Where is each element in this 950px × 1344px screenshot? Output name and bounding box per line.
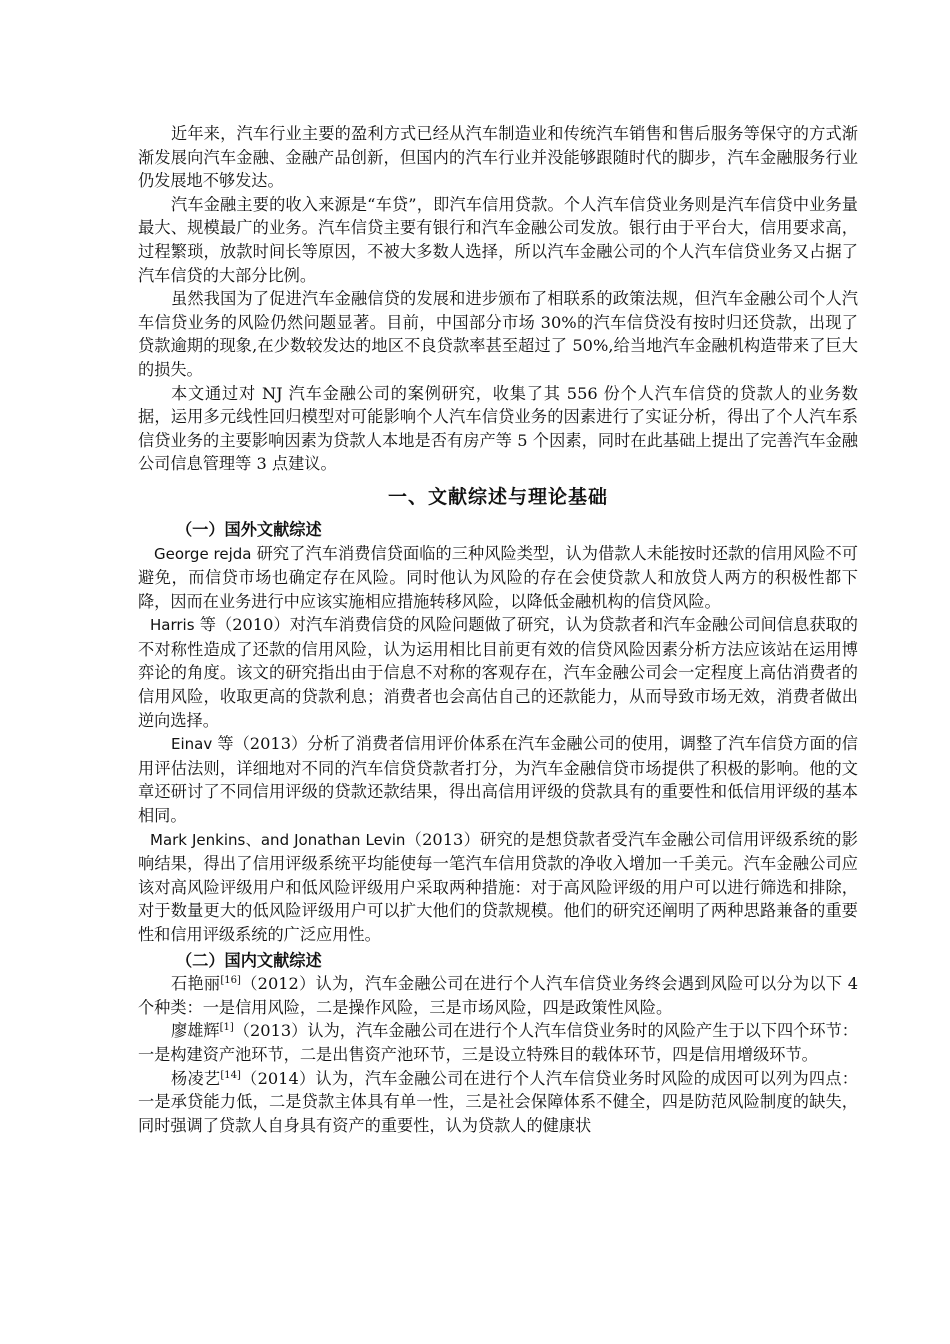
domestic-paragraph-3 (138, 1067, 858, 1138)
section-heading: 一、文献综述与理论基础 (387, 485, 608, 508)
author-name: Harris (150, 616, 195, 635)
intro-paragraph-4: 本文通过对 NJ 汽车金融公司的案例研究，收集了其 556 份个人汽车信贷的贷款人的业务数据，运用多元线性回归模型对可能影响个人汽车信贷业务的因素进行了实证分析，得出了个人汽车系信贷业务的主要影响因素为贷款人本地是否有房产等 5 个因素，同时在此基础上提出了完善汽车金融公司信息管理等 3 点建议。 (138, 383, 858, 474)
foreign-paragraph-4 (138, 828, 858, 947)
subsection-heading-domestic: （二）国内文献综述 (176, 950, 322, 970)
paragraph-text: 等（2013）分析了消费者信用评价体系在汽车金融公司的使用，调整了汽车信贷方面的信用评估法则，详细地对不同的汽车信贷贷款者打分，为汽车金融信贷市场提供了积极的影响。他的文章还研讨了不同信用评级的贷款还款结果，得出高信用评级的贷款具有的重要性和低信用评级的基本相同。 (138, 734, 858, 826)
paragraph-text: （2012）认为，汽车金融公司在进行个人汽车信贷业务终会遇到风险可以分为以下 4 个种类：一是信用风险，二是操作风险，三是市场风险，四是政策性风险。 (138, 974, 859, 1017)
foreign-paragraph-3 (138, 732, 858, 827)
foreign-paragraph-2 (138, 613, 858, 732)
author-name: George rejda (154, 544, 252, 563)
paragraph-text: （2013）研究的是想贷款者受汽车金融公司信用评级系统的影响结果，得出了信用评级系统平均能使每一笔汽车信用贷款的净收入增加一千美元。汽车金融公司应该对高风险评级用户和低风险评级用户采取两种措施：对于高风险评级的用户可以进行筛选和排除，对于数量更大的低风险评级用户可以扩大他们的贷款规模。他们的研究还阐明了两种思路兼备的重要性和信用评级系统的广泛应用性。 (138, 829, 858, 944)
citation-ref: [16] (220, 975, 241, 987)
author-name: 杨凌艺 (171, 1068, 221, 1088)
paragraph-text: （2013）认为，汽车金融公司在进行个人汽车信贷业务时的风险产生于以下四个环节：一是构建资产池环节，二是出售资产池环节，三是设立特殊目的载体环节，四是信用增级环节。 (138, 1021, 858, 1064)
domestic-paragraph-1 (138, 972, 858, 1019)
foreign-paragraph-1 (138, 542, 858, 614)
subsection-heading-foreign: （一）国外文献综述 (176, 519, 322, 539)
author-name: Mark Jenkins、and Jonathan Levin (150, 830, 406, 849)
citation-ref: [14] (220, 1069, 241, 1081)
author-name: 廖雄辉 (171, 1021, 220, 1041)
paragraph-text: 研究了汽车消费信贷面临的三种风险类型，认为借款人未能按时还款的信用风险不可避免，而信贷市场也确定存在风险。同时他认为风险的存在会使贷款人和放贷人两方的积极性都下降，因而在业务进行中应该实施相应措施转移风险，以降低金融机构的信贷风险。 (138, 543, 858, 611)
intro-paragraph-3: 虽然我国为了促进汽车金融信贷的发展和进步颁布了相联系的政策法规，但汽车金融公司个人汽车信贷业务的风险仍然问题显著。目前，中国部分市场 30%的汽车信贷没有按时归还贷款，出现了贷款逾期的现象,在少数较发达的地区不良贷款率甚至超过了 50%,给当地汽车金融机构造带来了巨大的损失。 (138, 289, 858, 379)
paragraph-text: （2014）认为，汽车金融公司在进行个人汽车信贷业务时风险的成因可以列为四点：一是承贷能力低，二是贷款主体具有单一性，三是社会保障体系不健全，四是防范风险制度的缺失，同时强调了贷款人自身具有资产的重要性，认为贷款人的健康状 (138, 1068, 858, 1135)
author-name: 石艳丽 (171, 974, 221, 994)
paragraph-text: 等（2010）对汽车消费信贷的风险问题做了研究，认为贷款者和汽车金融公司间信息获取的不对称性造成了还款的信用风险，认为运用相比目前更有效的信贷风险因素分析方法应该站在运用博弈论的角度。该文的研究指出由于信息不对称的客观存在，汽车金融公司会一定程度上高估消费者的信用风险，收取更高的贷款利息；消费者也会高估自己的还款能力，从而导致市场无效，消费者做出逆向选择。 (138, 615, 858, 730)
author-name: Einav (171, 735, 213, 754)
intro-paragraph-1: 近年来，汽车行业主要的盈利方式已经从汽车制造业和传统汽车销售和售后服务等保守的方式渐渐发展向汽车金融、金融产品创新，但国内的汽车行业并没能够跟随时代的脚步，汽车金融服务行业仍发展地不够发达。 (138, 124, 858, 191)
intro-paragraph-2: 汽车金融主要的收入来源是“车贷”，即汽车信用贷款。个人汽车信贷业务则是汽车信贷中业务量最大、规模最广的业务。汽车信贷主要有银行和汽车金融公司发放。银行由于平台大，信用要求高，过程繁琐，放款时间长等原因，不被大多数人选择，所以汽车金融公司的个人汽车信贷业务又占据了汽车信贷的大部分比例。 (138, 194, 858, 285)
domestic-paragraph-2 (138, 1019, 858, 1066)
citation-ref: [1] (219, 1022, 234, 1034)
